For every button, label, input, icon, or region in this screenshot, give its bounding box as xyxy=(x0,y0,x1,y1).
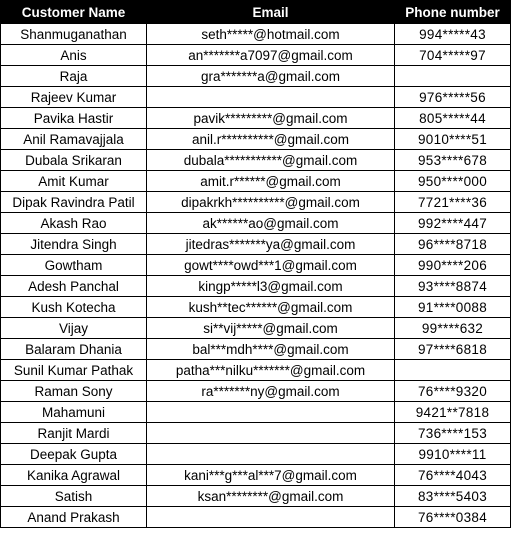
customer-name-cell[interactable]: Kush Kotecha xyxy=(1,297,147,318)
customer-name-cell[interactable]: Kanika Agrawal xyxy=(1,465,147,486)
phone-number-cell[interactable]: 83****5403 xyxy=(395,486,511,507)
table-header xyxy=(1,1,511,24)
table-row xyxy=(1,66,511,87)
email-cell[interactable]: gra*******a@gmail.com xyxy=(147,66,395,87)
email-cell[interactable]: ra*******ny@gmail.com xyxy=(147,381,395,402)
phone-number-cell[interactable]: 805*****44 xyxy=(395,108,511,129)
customer-name-cell[interactable]: Satish xyxy=(1,486,147,507)
email-cell[interactable]: amit.r******@gmail.com xyxy=(147,171,395,192)
email-cell[interactable]: ak******ao@gmail.com xyxy=(147,213,395,234)
phone-number-cell[interactable]: 76****9320 xyxy=(395,381,511,402)
table-row xyxy=(1,171,511,192)
customer-name-cell[interactable]: Pavika Hastir xyxy=(1,108,147,129)
email-cell[interactable]: anil.r**********@gmail.com xyxy=(147,129,395,150)
customer-name-cell[interactable]: Dubala Srikaran xyxy=(1,150,147,171)
customer-name-cell[interactable]: Adesh Panchal xyxy=(1,276,147,297)
phone-number-cell[interactable]: 992****447 xyxy=(395,213,511,234)
table-row xyxy=(1,276,511,297)
phone-number-cell[interactable]: 9910****11 xyxy=(395,444,511,465)
phone-number-cell[interactable]: 76****0384 xyxy=(395,507,511,528)
table-row xyxy=(1,255,511,276)
email-cell[interactable] xyxy=(147,444,395,465)
table-row xyxy=(1,234,511,255)
customer-name-cell[interactable]: Deepak Gupta xyxy=(1,444,147,465)
header-email: Email xyxy=(147,1,395,24)
header-phone-number: Phone number xyxy=(395,1,511,24)
customer-name-cell[interactable]: Raman Sony xyxy=(1,381,147,402)
table-row xyxy=(1,45,511,66)
email-cell[interactable]: dubala***********@gmail.com xyxy=(147,150,395,171)
email-cell[interactable]: kingp*****l3@gmail.com xyxy=(147,276,395,297)
email-cell[interactable]: bal***mdh****@gmail.com xyxy=(147,339,395,360)
email-cell[interactable] xyxy=(147,87,395,108)
table-row xyxy=(1,486,511,507)
phone-number-cell[interactable]: 9421**7818 xyxy=(395,402,511,423)
customer-name-cell[interactable]: Shanmuganathan xyxy=(1,24,147,45)
customer-name-cell[interactable]: Amit Kumar xyxy=(1,171,147,192)
customer-name-cell[interactable]: Vijay xyxy=(1,318,147,339)
table-row xyxy=(1,24,511,45)
email-cell[interactable] xyxy=(147,423,395,444)
table-row xyxy=(1,465,511,486)
header-customer-name: Customer Name xyxy=(1,1,147,24)
phone-number-cell[interactable]: 96****8718 xyxy=(395,234,511,255)
customer-name-cell[interactable]: Balaram Dhania xyxy=(1,339,147,360)
email-cell[interactable]: kush**tec******@gmail.com xyxy=(147,297,395,318)
table-row xyxy=(1,150,511,171)
phone-number-cell[interactable]: 976*****56 xyxy=(395,87,511,108)
phone-number-cell[interactable] xyxy=(395,66,511,87)
phone-number-cell[interactable] xyxy=(395,360,511,381)
email-cell[interactable]: gowt****owd***1@gmail.com xyxy=(147,255,395,276)
customer-name-cell[interactable]: Ranjit Mardi xyxy=(1,423,147,444)
table-row xyxy=(1,108,511,129)
email-cell[interactable]: seth*****@hotmail.com xyxy=(147,24,395,45)
email-cell[interactable]: si**vij*****@gmail.com xyxy=(147,318,395,339)
phone-number-cell[interactable]: 953****678 xyxy=(395,150,511,171)
table-body xyxy=(1,24,511,528)
phone-number-cell[interactable]: 9010****51 xyxy=(395,129,511,150)
email-cell[interactable]: ksan********@gmail.com xyxy=(147,486,395,507)
phone-number-cell[interactable]: 994*****43 xyxy=(395,24,511,45)
phone-number-cell[interactable]: 704*****97 xyxy=(395,45,511,66)
table-row xyxy=(1,381,511,402)
phone-number-cell[interactable]: 7721****36 xyxy=(395,192,511,213)
email-cell[interactable]: jitedras*******ya@gmail.com xyxy=(147,234,395,255)
email-cell[interactable]: pavik*********@gmail.com xyxy=(147,108,395,129)
email-cell[interactable]: dipakrkh**********@gmail.com xyxy=(147,192,395,213)
customer-name-cell[interactable]: Anis xyxy=(1,45,147,66)
customer-name-cell[interactable]: Jitendra Singh xyxy=(1,234,147,255)
phone-number-cell[interactable]: 93****8874 xyxy=(395,276,511,297)
customer-name-cell[interactable]: Rajeev Kumar xyxy=(1,87,147,108)
customer-name-cell[interactable]: Raja xyxy=(1,66,147,87)
email-cell[interactable]: patha***nilku*******@gmail.com xyxy=(147,360,395,381)
table-row xyxy=(1,318,511,339)
phone-number-cell[interactable]: 990****206 xyxy=(395,255,511,276)
customer-name-cell[interactable]: Sunil Kumar Pathak xyxy=(1,360,147,381)
header-row xyxy=(1,1,511,24)
table-row xyxy=(1,339,511,360)
email-cell[interactable]: kani***g***al***7@gmail.com xyxy=(147,465,395,486)
table-row xyxy=(1,444,511,465)
table-row xyxy=(1,192,511,213)
table-row xyxy=(1,423,511,444)
phone-number-cell[interactable]: 76****4043 xyxy=(395,465,511,486)
customer-name-cell[interactable]: Akash Rao xyxy=(1,213,147,234)
phone-number-cell[interactable]: 97****6818 xyxy=(395,339,511,360)
phone-number-cell[interactable]: 736****153 xyxy=(395,423,511,444)
customer-name-cell[interactable]: Dipak Ravindra Patil xyxy=(1,192,147,213)
table-row xyxy=(1,402,511,423)
table-row xyxy=(1,129,511,150)
phone-number-cell[interactable]: 950****000 xyxy=(395,171,511,192)
phone-number-cell[interactable]: 99****632 xyxy=(395,318,511,339)
email-cell[interactable]: an*******a7097@gmail.com xyxy=(147,45,395,66)
customer-name-cell[interactable]: Anand Prakash xyxy=(1,507,147,528)
email-cell[interactable] xyxy=(147,402,395,423)
phone-number-cell[interactable]: 91****0088 xyxy=(395,297,511,318)
table-row xyxy=(1,87,511,108)
customer-name-cell[interactable]: Gowtham xyxy=(1,255,147,276)
customer-name-cell[interactable]: Mahamuni xyxy=(1,402,147,423)
table-row xyxy=(1,213,511,234)
email-cell[interactable] xyxy=(147,507,395,528)
customer-name-cell[interactable]: Anil Ramavajjala xyxy=(1,129,147,150)
table-row xyxy=(1,360,511,381)
table-row xyxy=(1,507,511,528)
table-row xyxy=(1,297,511,318)
